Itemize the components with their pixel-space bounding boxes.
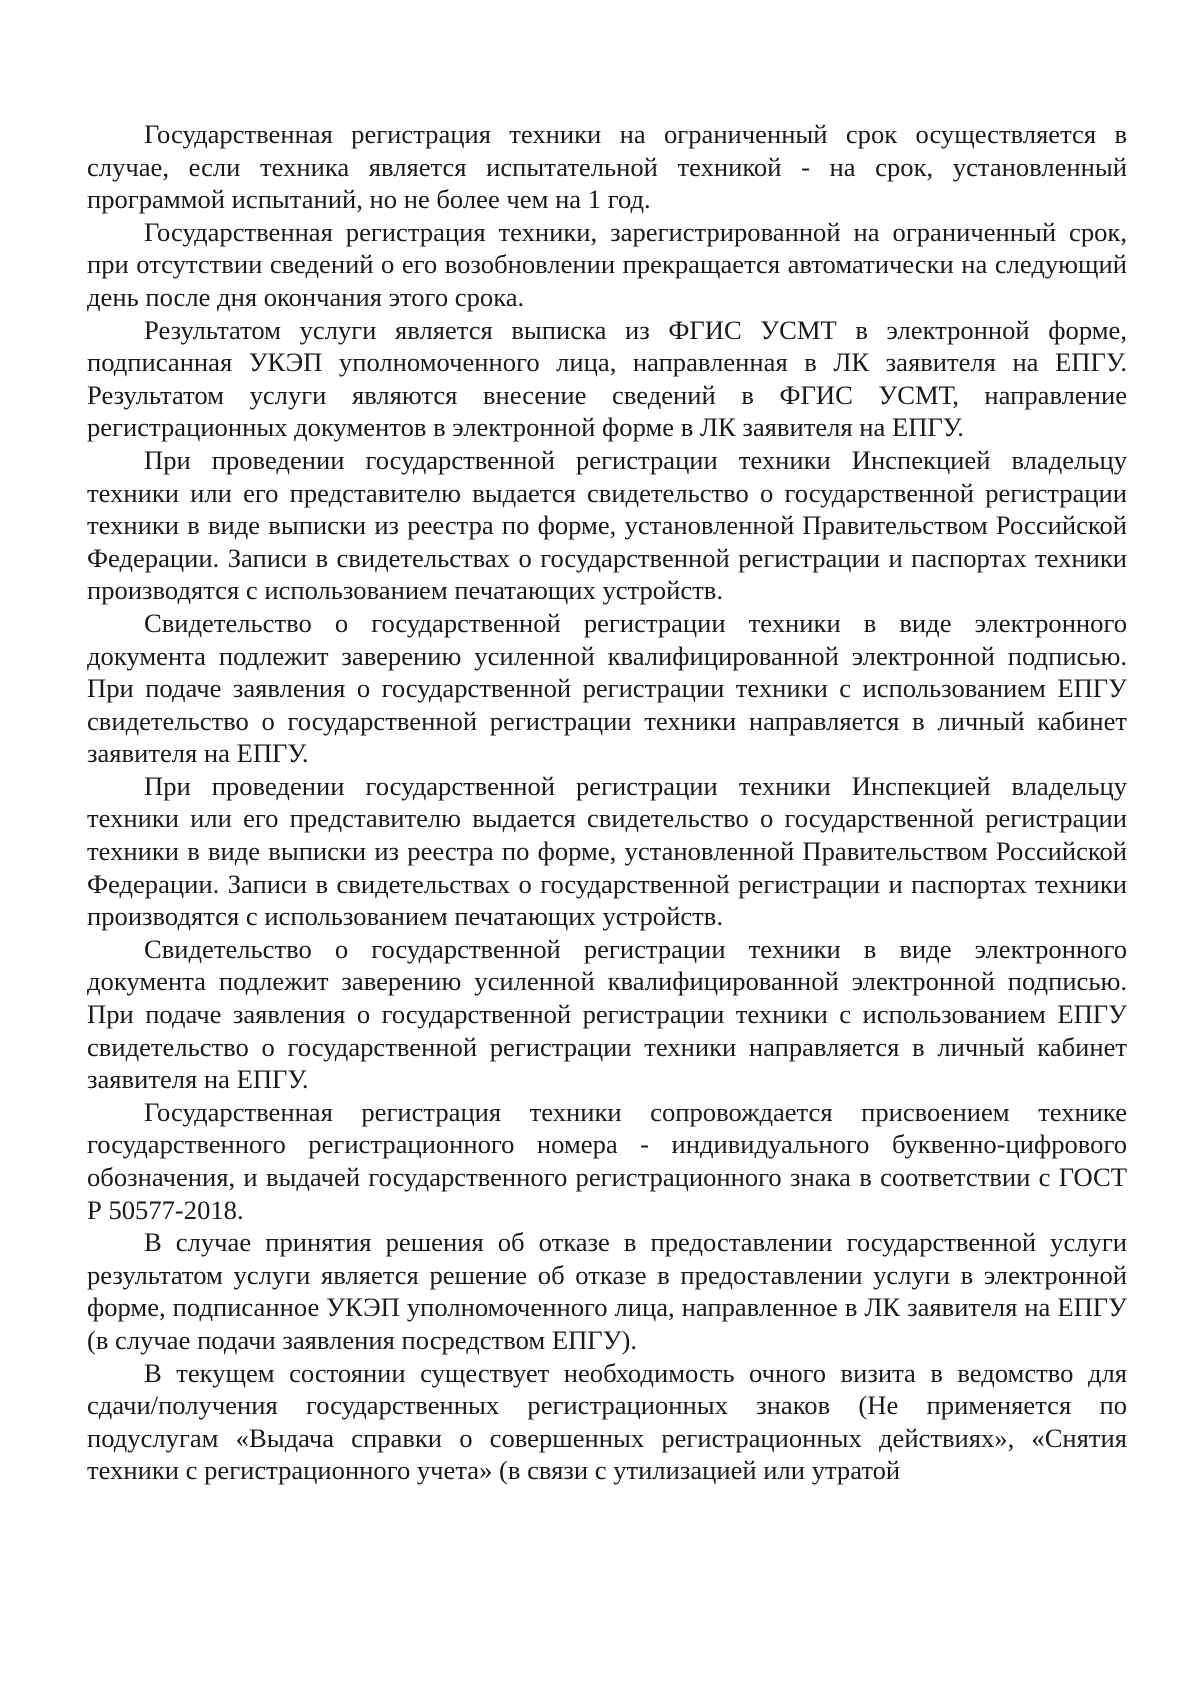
paragraph-in-person-visit: В текущем состоянии существует необходимость очного визита в ведомство для сдачи/получения государственных регистрационных знаков (Не применяется по подуслугам «Выдача справки о совершенных регистрационных действиях», «Снятия техники с регистрационного учета» (в связи с утилизацией или утратой	[87, 1357, 1127, 1486]
paragraph-electronic-certificate: Свидетельство о государственной регистрации техники в виде электронного документа подлежит заверению усиленной квалифицированной электронной подписью. При подаче заявления о государственной регистрации техники с использованием ЕПГУ свидетельство о государственной регистрации техники направляется в личный кабинет заявителя на ЕПГУ.	[87, 607, 1127, 769]
paragraph-service-result: Результатом услуги является выписка из ФГИС УСМТ в электронной форме, подписанная УКЭП уполномоченного лица, направленная в ЛК заявителя на ЕПГУ. Результатом услуги являются внесение сведений в ФГИС УСМТ, направление регистрационных документов в электронной форме в ЛК заявителя на ЕПГУ.	[87, 314, 1127, 443]
paragraph-limited-term-registration: Государственная регистрация техники на ограниченный срок осуществляется в случае, если техника является испытательной техникой - на срок, установленный программой испытаний, но не более чем на 1 год.	[87, 119, 1127, 215]
paragraph-electronic-certificate-repeat: Свидетельство о государственной регистрации техники в виде электронного документа подлежит заверению усиленной квалифицированной электронной подписью. При подаче заявления о государственной регистрации техники с использованием ЕПГУ свидетельство о государственной регистрации техники направляется в личный кабинет заявителя на ЕПГУ.	[87, 933, 1127, 1095]
paragraph-registration-termination: Государственная регистрация техники, зарегистрированной на ограниченный срок, при отсутствии сведений о его возобновлении прекращается автоматически на следующий день после дня окончания этого срока.	[87, 216, 1127, 312]
paragraph-certificate-issuance: При проведении государственной регистрации техники Инспекцией владельцу техники или его представителю выдается свидетельство о государственной регистрации техники в виде выписки из реестра по форме, установленной Правительством Российской Федерации. Записи в свидетельствах о государственной регистрации и паспортах техники производятся с использованием печатающих устройств.	[87, 444, 1127, 606]
paragraph-registration-number: Государственная регистрация техники сопровождается присвоением технике государственного регистрационного номера - индивидуального буквенно-цифрового обозначения, и выдачей государственного регистрационного знака в соответствии с ГОСТ Р 50577-2018.	[87, 1096, 1127, 1225]
document-page	[87, 118, 1127, 1487]
paragraph-certificate-issuance-repeat: При проведении государственной регистрации техники Инспекцией владельцу техники или его представителю выдается свидетельство о государственной регистрации техники в виде выписки из реестра по форме, установленной Правительством Российской Федерации. Записи в свидетельствах о государственной регистрации и паспортах техники производятся с использованием печатающих устройств.	[87, 770, 1127, 932]
paragraph-refusal-decision: В случае принятия решения об отказе в предоставлении государственной услуги результатом услуги является решение об отказе в предоставлении услуги в электронной форме, подписанное УКЭП уполномоченного лица, направленное в ЛК заявителя на ЕПГУ (в случае подачи заявления посредством ЕПГУ).	[87, 1227, 1127, 1355]
